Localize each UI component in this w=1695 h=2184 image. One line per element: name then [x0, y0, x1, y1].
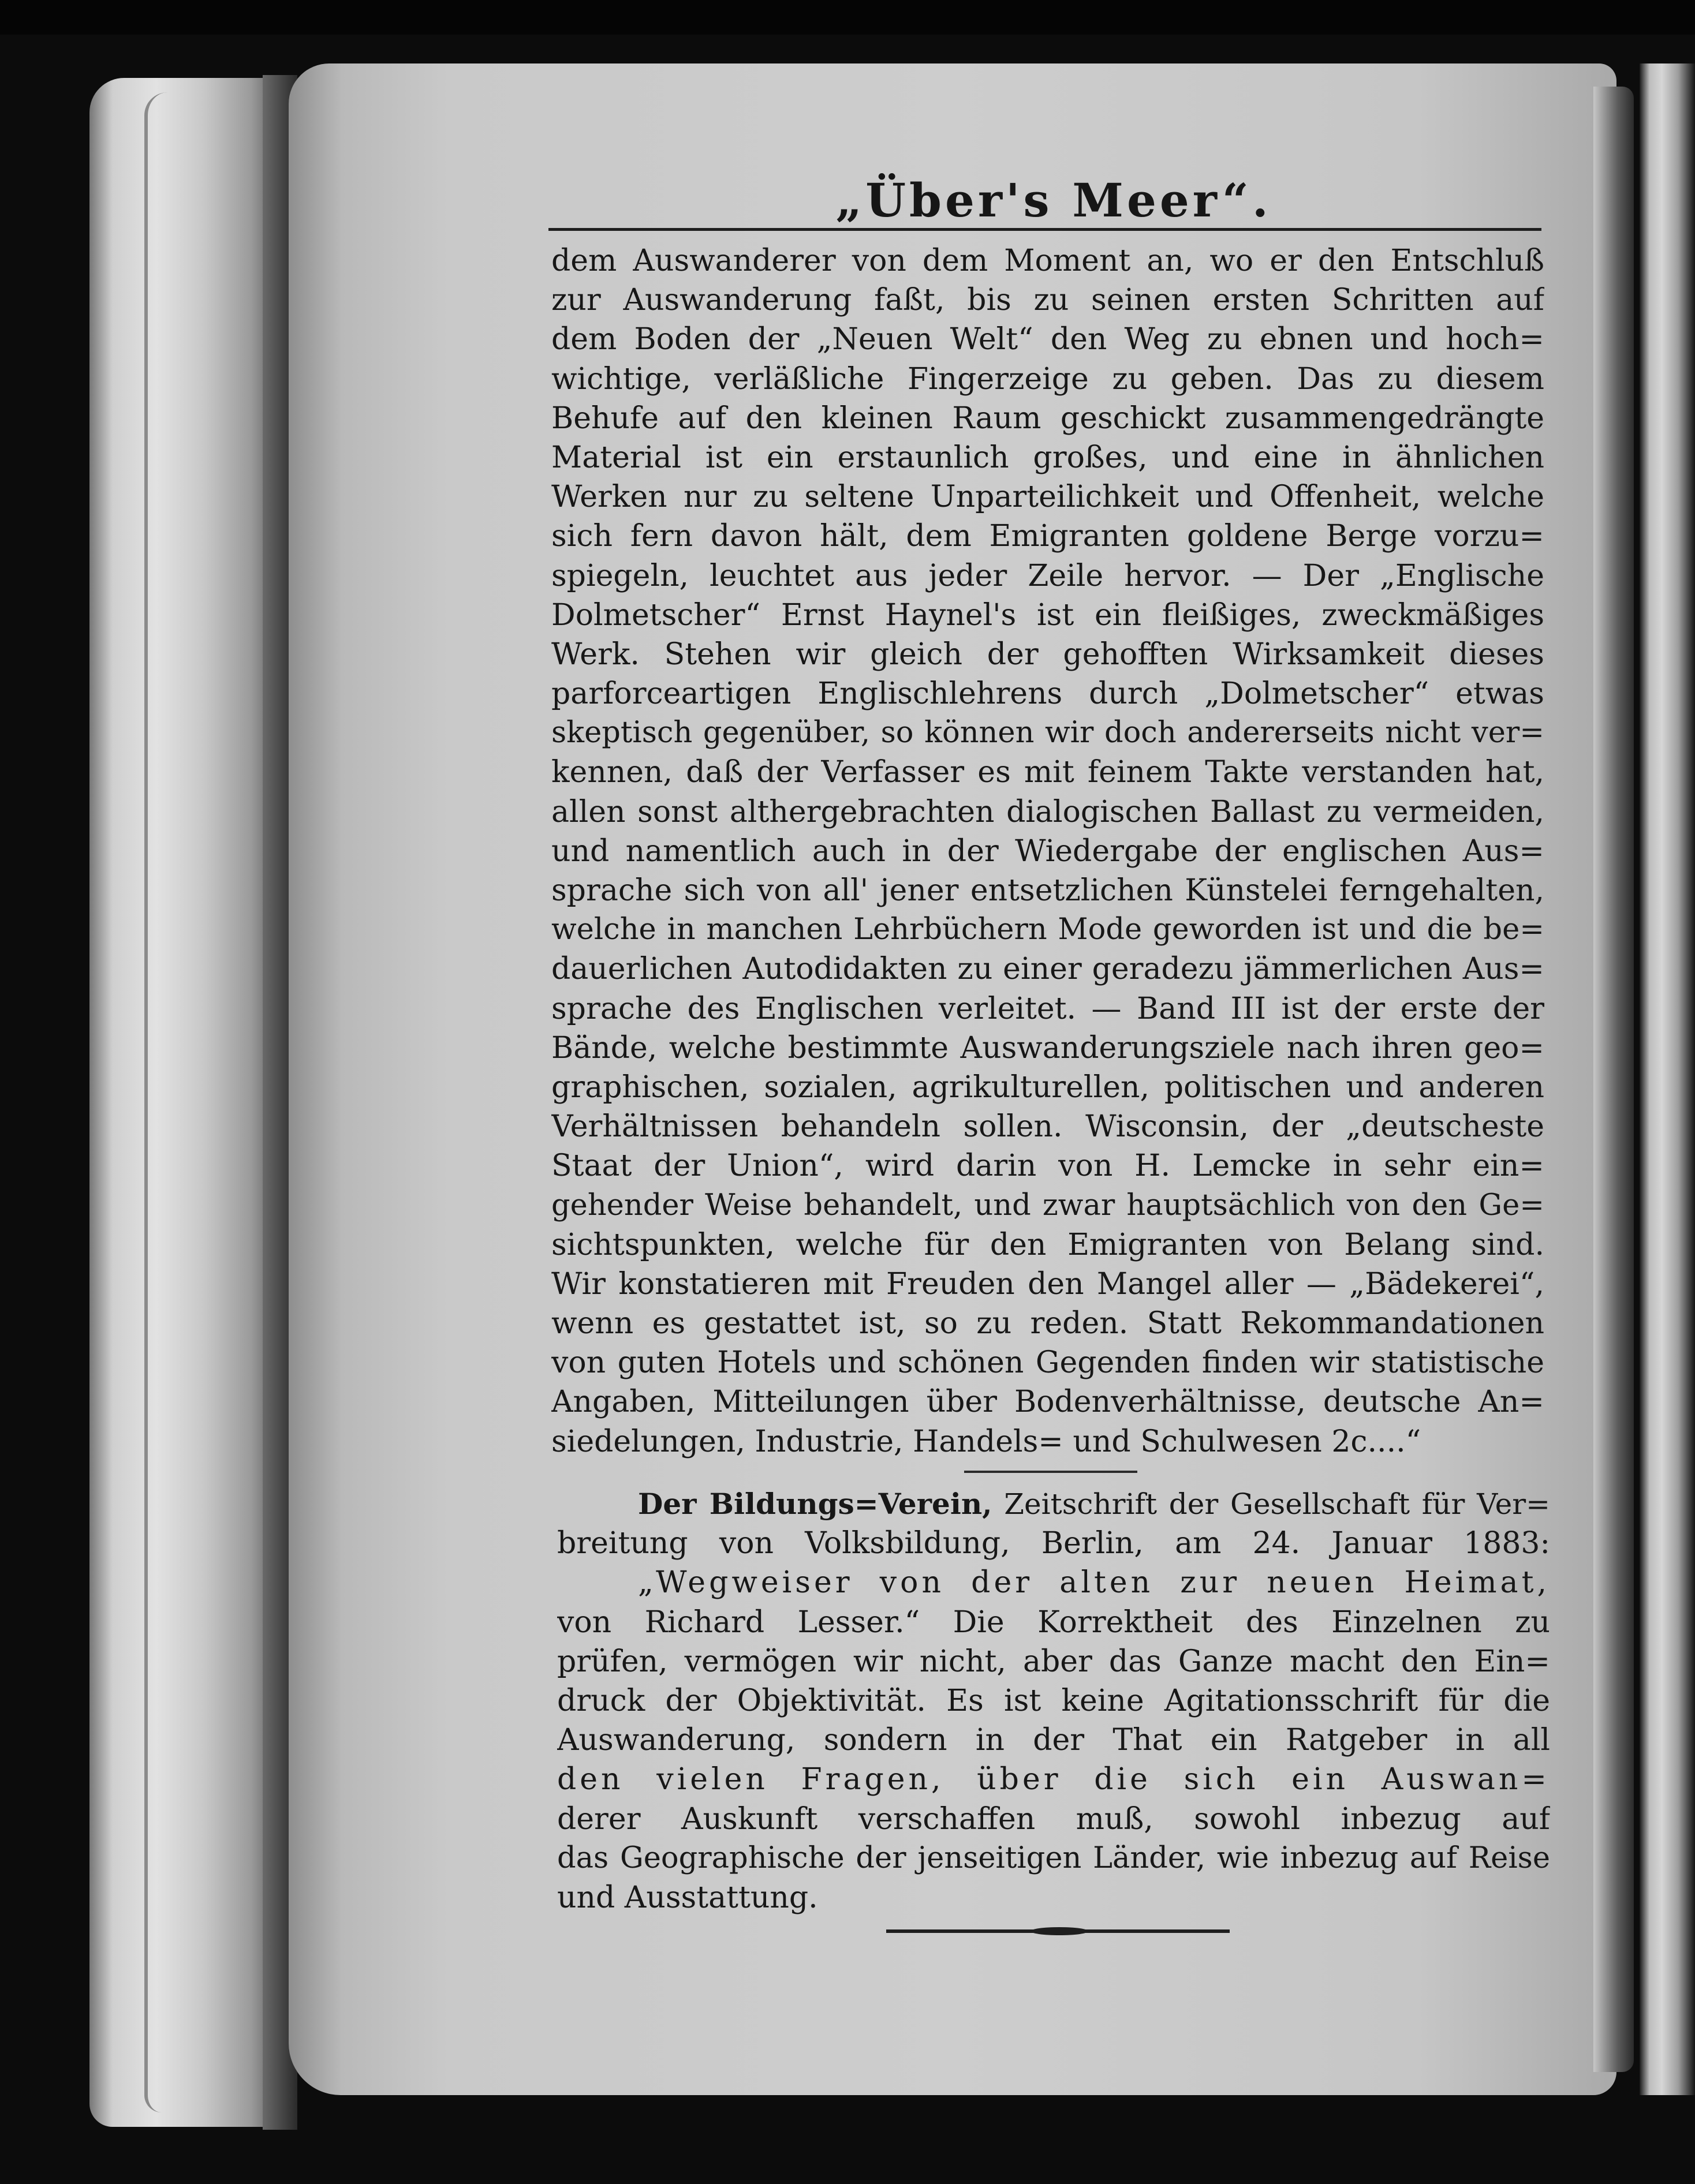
text-line: das Geographische der jenseitigen Länder, wie inbezug auf Reise [557, 1841, 1550, 1875]
text-line: Dolmetscher“ Ernst Haynel's ist ein fleißiges, zweckmäßiges [551, 597, 1544, 633]
text-line: dem Boden der „Neuen Welt“ den Weg zu ebnen und hoch= [551, 322, 1544, 357]
text-line: und namentlich auch in der Wiedergabe der englischen Aus= [551, 833, 1544, 869]
text-line: derer Auskunft verschaffen muß, sowohl inbezug auf [557, 1801, 1550, 1837]
text-line: wichtige, verläßliche Fingerzeige zu geben. Das zu diesem [551, 361, 1544, 397]
text-line: welche in manchen Lehrbüchern Mode geworden ist und die be= [551, 913, 1544, 947]
text-line: skeptisch gegenüber, so können wir doch andererseits nicht ver= [551, 716, 1544, 750]
source-description: Zeitschrift der Gesellschaft für Ver= [992, 1487, 1550, 1521]
text-line: Verhältnissen behandeln sollen. Wisconsin, der „deutscheste [551, 1109, 1544, 1145]
text-line: spiegeln, leuchtet aus jeder Zeile hervor. — Der „Englische [551, 558, 1544, 593]
text-line: von guten Hotels und schönen Gegenden finden wir statistische [551, 1345, 1544, 1381]
text-line: siedelungen, Industrie, Handels= und Schulwesen 2c....“ [551, 1424, 1421, 1459]
text-line: „Wegweiser von der alten zur neuen Heimat, [638, 1565, 1550, 1600]
text-line: den vielen Fragen, über die sich ein Auswan= [557, 1762, 1550, 1797]
book-inner-edge [144, 92, 281, 2112]
review-bildungs-verein-paragraph [557, 1484, 1550, 1917]
text-line: dem Auswanderer von dem Moment an, wo er den Entschluß [551, 244, 1544, 278]
end-ornament-rule [886, 1929, 1230, 1933]
text-line: sprache sich von all' jener entsetzlichen Künstelei ferngehalten, [551, 873, 1544, 908]
text-line: breitung von Volksbildung, Berlin, am 24. Januar 1883: [557, 1526, 1550, 1561]
film-border-right [1640, 63, 1695, 2095]
header-rule [548, 228, 1541, 231]
text-line: kennen, daß der Verfasser es mit feinem Takte verstanden hat, [551, 755, 1544, 790]
text-line: Angaben, Mitteilungen über Bodenverhältnisse, deutsche An= [551, 1385, 1544, 1420]
text-line: graphischen, sozialen, agrikulturellen, politischen und anderen [551, 1069, 1544, 1105]
text-line: sichtspunkten, welche für den Emigranten von Belang sind. [551, 1227, 1544, 1262]
text-line: Werken nur zu seltene Unparteilichkeit und Offenheit, welche [551, 480, 1544, 515]
source-name: Der Bildungs=Verein, [638, 1487, 992, 1521]
text-line: Wir konstatieren mit Freuden den Mangel aller — „Bädekerei“, [551, 1266, 1544, 1302]
text-line: von Richard Lesser.“ Die Korrektheit des Einzelnen zu [557, 1605, 1550, 1640]
text-line-first [557, 1484, 1550, 1524]
text-line: Staat der Union“, wird darin von H. Lemcke in sehr ein= [551, 1149, 1544, 1184]
running-header: „Über's Meer“. [835, 173, 1272, 227]
film-border-top [0, 0, 1695, 35]
text-line: allen sonst althergebrachten dialogischen Ballast zu vermeiden, [551, 794, 1544, 829]
text-line: sprache des Englischen verleitet. — Band III ist der erste der [551, 991, 1544, 1026]
text-line: Behufe auf den kleinen Raum geschickt zusammengedrängte [551, 401, 1544, 436]
text-line: dauerlichen Autodidakten zu einer geradezu jämmerlichen Aus= [551, 952, 1544, 987]
text-line: parforceartigen Englischlehrens durch „Dolmetscher“ etwas [551, 676, 1544, 712]
text-line: Bände, welche bestimmte Auswanderungsziele nach ihren geo= [551, 1030, 1544, 1065]
text-line: Auswanderung, sondern in der That ein Ratgeber in all [557, 1723, 1550, 1758]
text-line: zur Auswanderung faßt, bis zu seinen ersten Schritten auf [551, 283, 1544, 318]
text-line: gehender Weise behandelt, und zwar hauptsächlich von den Ge= [551, 1188, 1544, 1222]
text-line: wenn es gestattet ist, so zu reden. Statt Rekommandationen [551, 1306, 1544, 1341]
text-line: Werk. Stehen wir gleich der gehofften Wirksamkeit dieses [551, 637, 1544, 672]
text-line: und Ausstattung. [557, 1880, 818, 1915]
review-continued-paragraph [551, 241, 1544, 1461]
page-right-edge [1593, 87, 1634, 2072]
section-divider [964, 1471, 1137, 1473]
text-line: sich fern davon hält, dem Emigranten goldene Berge vorzu= [551, 519, 1544, 554]
text-line: Material ist ein erstaunlich großes, und eine in ähnlichen [551, 440, 1544, 475]
text-line: prüfen, vermögen wir nicht, aber das Ganze macht den Ein= [557, 1644, 1550, 1679]
text-line: druck der Objektivität. Es ist keine Agitationsschrift für die [557, 1683, 1550, 1718]
